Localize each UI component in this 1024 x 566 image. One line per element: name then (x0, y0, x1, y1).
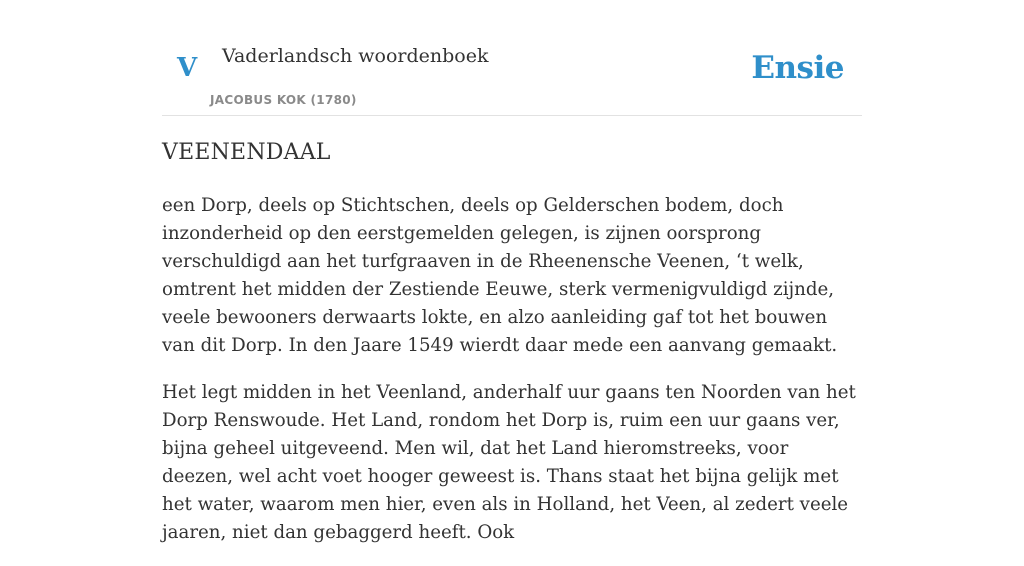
entry-paragraph: een Dorp, deels op Stichtschen, deels op Gelderschen bodem, doch inzonderheid op den eerstgemelden gelegen, is zijnen oorsprong verschuldigd aan het turfgraaven in de Rheenensche Veenen, ‘t welk, omtrent het midden der Zestiende Eeuwe, sterk vermenigvuldigd zijnde, veele bewooners derwaarts lokte, en alzo aanleiding gaf tot het bouwen van dit Dorp. In den Jaare 1549 wierdt daar mede een aanvang gemaakt. (162, 195, 838, 356)
book-header (162, 0, 862, 116)
entry-paragraph: Het legt midden in het Veenland, anderhalf uur gaans ten Noorden van het Dorp Renswoude. Het Land, rondom het Dorp is, ruim een uur gaans ver, bijna geheel uitgeveend. Men wil, dat het Land hieromstreeks, voor deezen, wel acht voet hooger geweest is. Thans staat het bijna gelijk met het water, waarom men hier, even als in Holland, het Veen, al zedert veele jaaren, niet dan gebaggerd heeft. Ook (162, 382, 856, 543)
book-author: JACOBUS KOK (1780) (210, 93, 357, 107)
page (162, 0, 862, 543)
entry-content (162, 192, 862, 566)
book-title-link[interactable]: Vaderlandsch woordenboek (222, 45, 489, 67)
entry-title: VEENENDAAL (162, 140, 331, 165)
volume-letter-link[interactable]: V (177, 53, 198, 83)
ensie-logo-link[interactable]: Ensie (751, 50, 844, 86)
